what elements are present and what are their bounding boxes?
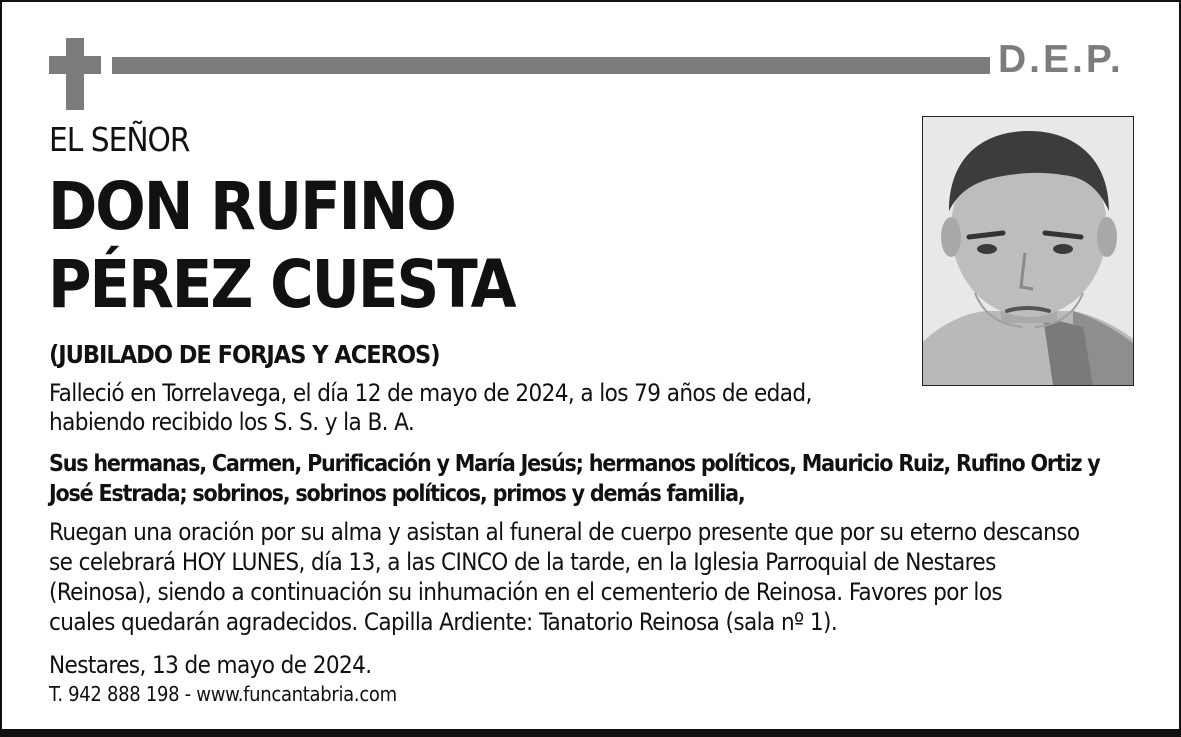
death-line: habiendo recibido los S. S. y la B. A. bbox=[49, 408, 415, 436]
request-line: Ruegan una oración por su alma y asistan al funeral de cuerpo presente que por su eterno descanso bbox=[49, 518, 1080, 546]
name-line: PÉREZ CUESTA bbox=[48, 246, 515, 323]
name-line: DON RUFINO bbox=[48, 168, 455, 245]
family-line: José Estrada; sobrinos, sobrinos políticos, primos y demás familia, bbox=[49, 481, 745, 507]
occupation: (JUBILADO DE FORJAS Y ACEROS) bbox=[49, 340, 440, 369]
family-line: Sus hermanas, Carmen, Purificación y María Jesús; hermanos políticos, Mauricio Ruiz, Rufino Ortiz y bbox=[49, 451, 1100, 477]
header-rule bbox=[112, 57, 990, 74]
portrait-photo bbox=[922, 116, 1134, 386]
place-date: Nestares, 13 de mayo de 2024. bbox=[49, 651, 372, 679]
deceased-name bbox=[48, 168, 515, 324]
request-line: se celebrará HOY LUNES, día 13, a las CINCO de la tarde, en la Iglesia Parroquial de Nestares bbox=[49, 548, 996, 576]
contact-info: T. 942 888 198 - www.funcantabria.com bbox=[49, 682, 397, 706]
dep-mark: D.E.P. bbox=[998, 38, 1124, 81]
death-line: Falleció en Torrelavega, el día 12 de mayo de 2024, a los 79 años de edad, bbox=[49, 379, 812, 407]
request-line: (Reinosa), siendo a continuación su inhumación en el cementerio de Reinosa. Favores por los bbox=[49, 578, 1003, 606]
title: EL SEÑOR bbox=[49, 120, 190, 159]
request-line: cuales quedarán agradecidos. Capilla Ardiente: Tanatorio Reinosa (sala nº 1). bbox=[49, 608, 838, 636]
portrait-illustration bbox=[923, 117, 1133, 385]
